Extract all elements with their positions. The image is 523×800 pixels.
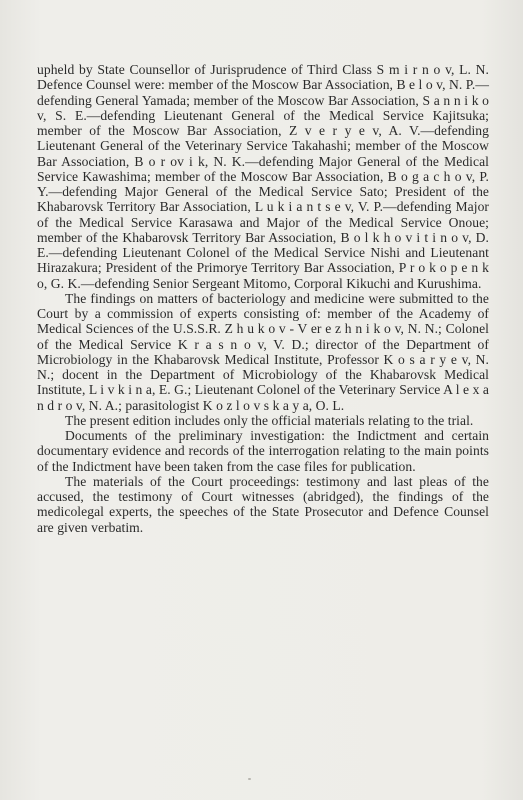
paper-speck xyxy=(248,778,251,780)
paragraph-edition-scope: The present edition includes only the official materials relating to the trial. xyxy=(65,412,474,428)
body-text xyxy=(37,62,489,535)
paragraph-expert-commission: The findings on matters of bacteriology and medicine were submitted to the Court by a commission of experts consisting of: member of the Academy of Medical Sciences of the U.S.S.R. Z h u k o v - V er e z h n i k o v, N. N.; Colonel of the Medical Service K r a s n o v, V. D.; director of the Department of Microbiology in the Khabarovsk Medical Institute, Professor K o s a r y e v, N. N.; docent in the Department of Microbiology of the Khabarovsk Medical Institute, L i v k i n a, E. G.; Lieutenant Colonel of the Veterinary Service A l e x a n d r o v, N. A.; parasitologist K o z l o v s k a y a, O. L. xyxy=(37,290,489,413)
paragraph-preliminary-investigation: Documents of the preliminary investigation: the Indictment and certain documentary evidence and records of the interrogation relating to the main points of the Indictment have been taken from the case files for publication. xyxy=(37,428,489,474)
paragraph-defence-counsel: upheld by State Counsellor of Jurisprudence of Third Class S m i r n o v, L. N. Defence Counsel were: member of the Moscow Bar Association, B e l o v, N. P.—defending General Yamada; member of the Moscow Bar Association, S a n n i k o v, S. E.—defending Lieutenant General of the Medical Service Kajitsuka; member of the Moscow Bar Association, Z v e r y e v, A. V.—defending Lieutenant General of the Veterinary Service Takahashi; member of the Moscow Bar Association, B o r ov i k, N. K.—defending Major General of the Medical Service Kawashima; member of the Moscow Bar Association, B o g a c h o v, P. Y.—defending Major General of the Medical Service Sato; President of the Khabarovsk Territory Bar Association, L u k i a n t s e v, V. P.—defending Major of the Medical Service Karasawa and Major of the Medical Service Onoue; member of the Khabarovsk Territory Bar Association, B o l k h o v i t i n o v, D. E.—defending Lieutenant Colonel of the Medical Service Nishi and Lieutenant Hirazakura; President of the Primorye Territory Bar Association, P r o k o p e n k o, G. K.—defending Senior Sergeant Mitomo, Corporal Kikuchi and Kurushima. xyxy=(37,62,489,291)
paragraph-court-proceedings: The materials of the Court proceedings: testimony and last pleas of the accused, the testimony of Court witnesses (abridged), the findings of the medicolegal experts, the speeches of the State Prosecutor and Defence Counsel are given verbatim. xyxy=(37,473,489,535)
